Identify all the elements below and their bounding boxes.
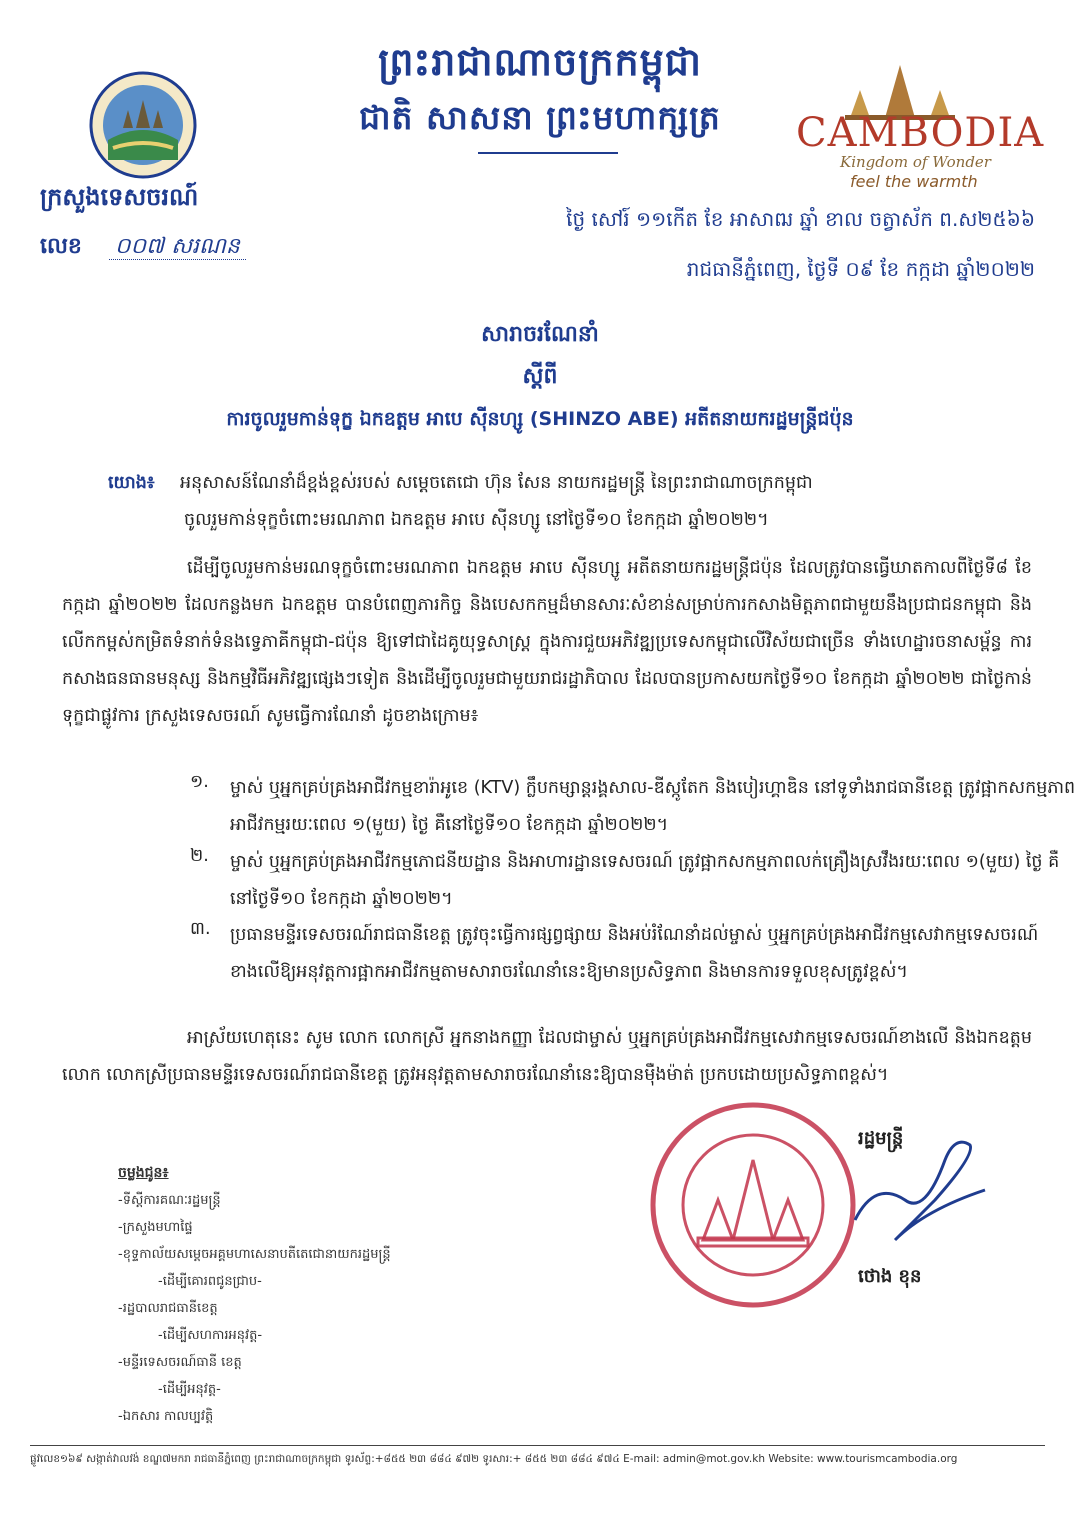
lunar-date: ថ្ងៃ សៅរ៍ ១១កើត ខែ អាសាឍ ឆ្នាំ ខាល ចត្វាស័ក ព.ស២៥៦៦ xyxy=(566,207,1035,231)
cc-item: -ឯកសារ កាលប្បវត្តិ xyxy=(118,1409,214,1424)
cc-item: -ដើម្បីសហការអនុវត្ត- xyxy=(158,1328,263,1343)
ministry-logo xyxy=(88,70,198,180)
item-number-3: ៣. xyxy=(190,919,211,939)
subject-label: ស្តីពី xyxy=(522,364,558,389)
cc-title: ចម្លងជូន៖ xyxy=(118,1165,169,1181)
document-subject: ការចូលរួមកាន់ទុក្ខ ឯកឧត្តម អាបេ ស៊ីនហ្សូ (SHINZO ABE) អតីតនាយករដ្ឋមន្ត្រីជប៉ុន xyxy=(226,408,854,430)
footer-address: ផ្លូវលេខ១៦៩ សង្កាត់វាលវង់ ខណ្ឌ៧មករា រាជធានីភ្នំពេញ ព្រះរាជាណាចក្រកម្ពុជា ទូរស័ព្ទ:+៨៥៥ ២៣ ៨៨៤ ៩៧២ ទូរសារ:+ ៨៥៥ ២៣ ៨៨៤ ៩៧៤ xyxy=(30,1453,620,1465)
cambodia-wordmark: CAMBODIA xyxy=(796,110,1045,156)
reference-label: យោង៖ xyxy=(108,473,155,493)
solar-date: រាជធានីភ្នំពេញ, ថ្ងៃទី ០៩ ខែ កក្កដា ឆ្នាំ២០២២ xyxy=(686,257,1035,281)
cc-item: -មន្ទីរទេសចរណ៍ធានី ខេត្ត xyxy=(118,1355,242,1370)
feel-the-warmth-tagline: feel the warmth xyxy=(850,172,978,191)
item-number-2: ២. xyxy=(190,846,209,866)
ministry-name: ក្រសួងទេសចរណ៍ xyxy=(40,183,199,211)
handwritten-signature xyxy=(835,1120,995,1260)
item-text-1: ម្ចាស់ ឬអ្នកគ្រប់គ្រងអាជីវកម្មខារ៉ាអូខេ (KTV) ក្លឹបកម្សាន្តរង្គសាល-ឌីស្កូតែក និងបៀរហ្គាឌិន នៅទូទាំងរាជធានីខេត្ត ត្រូវផ្អាកសកម្មភាពអាជីវកម្មរយៈពេល ១(មួយ) ថ្ងៃ គឺនៅថ្ងៃទី១០ ខែកក្កដា ឆ្នាំ២០២២។ xyxy=(230,778,1076,835)
item-number-1: ១. xyxy=(190,772,209,792)
reference-number-value: ០០៧ សរណន xyxy=(109,234,246,260)
item-text-2: ម្ចាស់ ឬអ្នកគ្រប់គ្រងអាជីវកម្មភោជនីយដ្ឋាន និងអាហារដ្ឋានទេសចរណ៍ ត្រូវផ្អាកសកម្មភាពលក់គ្រឿងស្រវឹងរយៈពេល ១(មួយ) ថ្ងៃ គឺនៅថ្ងៃទី១០ ខែកក្កដា ឆ្នាំ២០២២។ xyxy=(230,852,1060,909)
cc-item: -រដ្ឋបាលរាជធានីខេត្ត xyxy=(118,1301,218,1316)
cc-item: -ក្រសួងមហាផ្ទៃ xyxy=(118,1220,193,1235)
item-text-3: ប្រធានមន្ទីរទេសចរណ៍រាជធានីខេត្ត ត្រូវចុះធ្វើការផ្សព្វផ្សាយ និងអប់រំណែនាំដល់ម្ចាស់ ឬអ្នកគ្រប់គ្រងអាជីវកម្មសេវាកម្មទេសចរណ៍ខាងលើឱ្យអនុវត្តការផ្អាកអាជីវកម្មតាមសារាចរណែនាំនេះឱ្យមានប្រសិទ្ធភាព និងមានការទទួលខុសត្រូវខ្ពស់។ xyxy=(230,925,1039,982)
footer-email-website: E-mail: admin@mot.gov.kh Website: www.tourismcambodia.org xyxy=(623,1453,958,1465)
kingdom-title: ព្រះរាជាណាចក្រកម្ពុជា xyxy=(378,40,702,84)
reference-number xyxy=(40,232,246,264)
official-seal xyxy=(648,1100,858,1310)
reference-line-1 xyxy=(108,465,1048,502)
reference-text-2: ចូលរួមកាន់ទុក្ខចំពោះមរណភាព ឯកឧត្តម អាបេ ស៊ីនហ្សូ នៅថ្ងៃទី១០ ខែកក្កដា ឆ្នាំ២០២២។ xyxy=(184,510,769,530)
body-paragraph-1: ដើម្បីចូលរួមកាន់មរណទុក្ខចំពោះមរណភាព ឯកឧត្តម អាបេ ស៊ីនហ្សូ អតីតនាយករដ្ឋមន្ត្រីជប៉ុន ដែលត្រូវបានធ្វើឃាតកាលពីថ្ងៃទី៨ ខែកក្កដា ឆ្នាំ២០២២ ដែលកន្លងមក ឯកឧត្តម បានបំពេញភារកិច្ច និងបេសកកម្មដ៏មានសារៈសំខាន់សម្រាប់ការកសាងមិត្តភាពជាមួយនឹងប្រជាជនកម្ពុជា និងលើកកម្ពស់កម្រិតទំនាក់ទំនងទ្វេភាគីកម្ពុជា-ជប៉ុន ឱ្យទៅជាដៃគូយុទ្ធសាស្ត្រ ក្នុងការជួយអភិវឌ្ឍប្រទេសកម្ពុជាលើវិស័យជាច្រើន ទាំងហេដ្ឋារចនាសម្ព័ន្ធ ការកសាងធនធានមនុស្ស និងកម្មវិធីអភិវឌ្ឍផ្សេងៗទៀត និងដើម្បីចូលរួមជាមួយរាជរដ្ឋាភិបាល ដែលបានប្រកាសយកថ្ងៃទី១០ ខែកក្កដា ឆ្នាំ២០២២ ជាថ្ងៃកាន់ទុក្ខជាផ្លូវការ ក្រសួងទេសចរណ៍ សូមធ្វើការណែនាំ ដូចខាងក្រោម៖ xyxy=(62,558,1032,726)
cc-item: -ដើម្បីគោរពជូនជ្រាប- xyxy=(158,1274,262,1289)
cc-list xyxy=(118,1160,391,1430)
kingdom-of-wonder-tagline: Kingdom of Wonder xyxy=(840,153,991,171)
cc-item: -ទីស្តីការគណៈរដ្ឋមន្ត្រី xyxy=(118,1193,221,1208)
reference-number-label: លេខ xyxy=(40,234,82,259)
document-type-title: សារាចរណែនាំ xyxy=(481,322,599,347)
signer-name: ថោង ខុន xyxy=(858,1266,922,1287)
footer-contact xyxy=(30,1453,1045,1468)
cc-item: -ដើម្បីអនុវត្ត- xyxy=(158,1382,221,1397)
signer-title: រដ្ឋមន្ត្រី xyxy=(858,1128,904,1149)
header-ornament xyxy=(478,152,618,158)
body-paragraph-2: អាស្រ័យហេតុនេះ សូម លោក លោកស្រី អ្នកនាងកញ្ញា ដែលជាម្ចាស់ ឬអ្នកគ្រប់គ្រងអាជីវកម្មសេវាកម្មទេសចរណ៍ខាងលើ និងឯកឧត្តម លោក លោកស្រីប្រធានមន្ទីរទេសចរណ៍រាជធានីខេត្ត ត្រូវអនុវត្តតាមសារាចរណែនាំនេះឱ្យបានម៉ឺងម៉ាត់ ប្រកបដោយប្រសិទ្ធភាពខ្ពស់។ xyxy=(62,1028,1032,1085)
national-motto: ជាតិ សាសនា ព្រះមហាក្សត្រ xyxy=(359,98,721,137)
reference-text-1: អនុសាសន៍ណែនាំដ៏ខ្ពង់ខ្ពស់របស់ សម្តេចតេជោ ហ៊ុន សែន នាយករដ្ឋមន្ត្រី នៃព្រះរាជាណាចក្រកម្ពុជា xyxy=(180,473,813,493)
cc-item: -ខុទ្ទកាល័យសម្តេចអគ្គមហាសេនាបតីតេជោនាយករដ្ឋមន្ត្រី xyxy=(118,1247,391,1262)
footer-divider xyxy=(30,1445,1045,1446)
